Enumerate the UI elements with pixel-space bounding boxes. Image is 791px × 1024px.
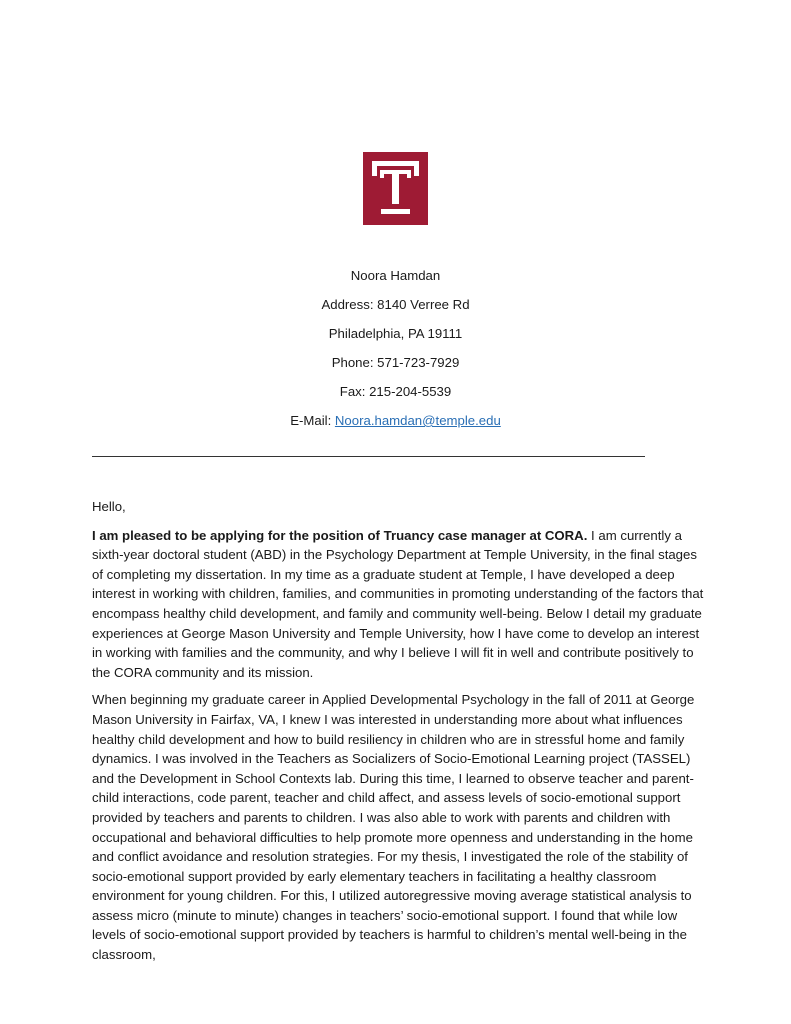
intro-rest: I am currently a sixth-year doctoral student (ABD) in the Psychology Department at Temple University, in the final stages of completing my dissertation. In my time as a graduate student at Temple, I have developed a deep interest in working with children, families, and communities in promoting understanding of the factors that encompass healthy child development, and family and community well-being. Below I detail my graduate experiences at George Mason University and Temple University, how I have come to develop an interest in working with families and the community, and why I believe I will fit in well and contribute positively to the CORA community and its mission. <box>92 527 704 680</box>
greeting: Hello, <box>92 499 126 514</box>
sender-address: Address: 8140 Verree Rd <box>321 297 470 312</box>
sender-email-line <box>0 413 791 428</box>
sender-phone: Phone: 571-723-7929 <box>331 355 460 370</box>
sender-name: Noora Hamdan <box>350 268 441 283</box>
divider-rule <box>92 456 645 457</box>
letter-body <box>92 497 704 965</box>
sender-city: Philadelphia, PA 19111 <box>328 326 463 341</box>
sender-fax: Fax: 215-204-5539 <box>339 384 452 399</box>
temple-logo-icon <box>363 152 428 225</box>
email-link[interactable]: Noora.hamdan@temple.edu <box>334 413 501 428</box>
paragraph-intro <box>92 526 704 683</box>
email-label: E-Mail: <box>290 413 335 428</box>
paragraph-graduate-career: When beginning my graduate career in Applied Developmental Psychology in the fall of 2011 at George Mason University in Fairfax, VA, I knew I was interested in understanding more about what influences healthy child development and how to build resiliency in children who are in stressful home and family dynamics. I was involved in the Teachers as Socializers of Socio-Emotional Learning project (TASSEL) and the Development in School Contexts lab. During this time, I learned to observe teacher and parent-child interactions, code parent, teacher and child affect, and assess levels of socio-emotional support provided by teachers and parents to children. I was also able to work with parents and children with occupational and behavioral difficulties to help promote more openness and understanding in the home and conflict avoidance and resolution strategies. For my thesis, I investigated the role of the stability of socio-emotional support provided by early elementary teachers in facilitating a healthy classroom environment for young children. For this, I utilized autoregressive moving average statistical analysis to assess micro (minute to minute) changes in teachers’ socio-emotional support. I found that while low levels of socio-emotional support provided by teachers is harmful to children’s mental well-being in the classroom, <box>92 692 695 963</box>
intro-bold-sentence: I am pleased to be applying for the position of Truancy case manager at CORA. <box>92 527 588 543</box>
